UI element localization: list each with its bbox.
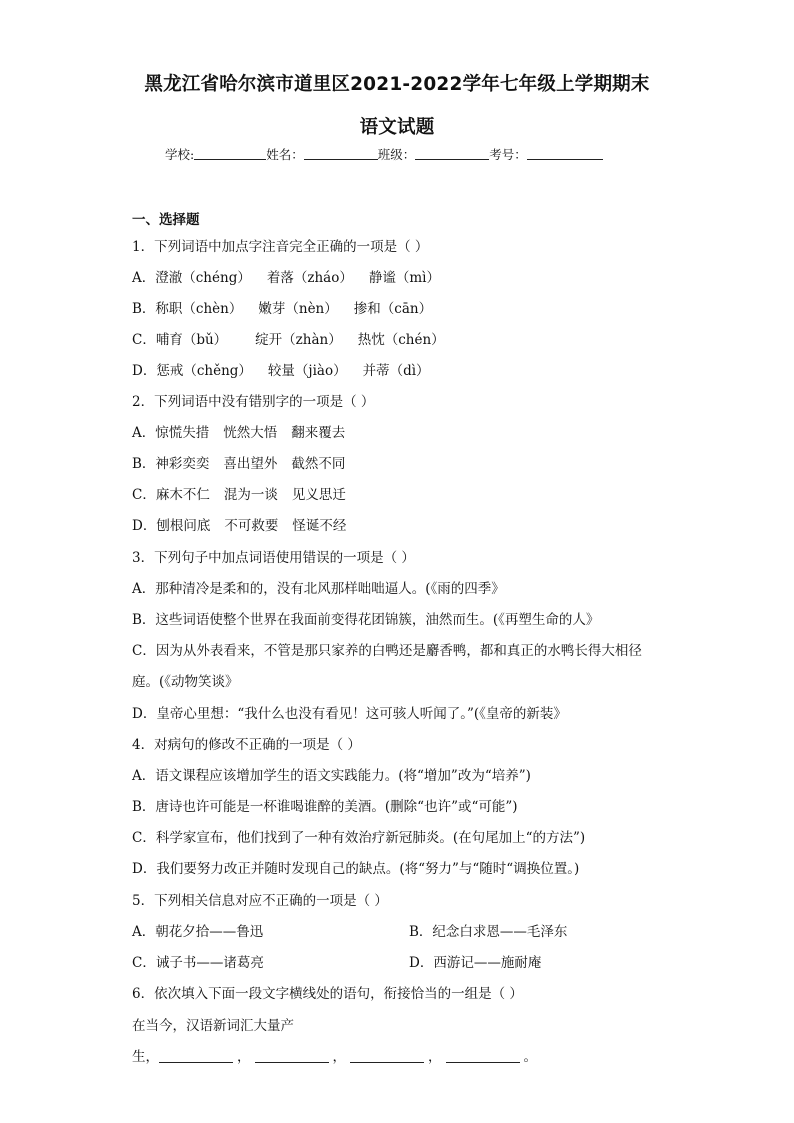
q6-stem: 6．依次填入下面一段文字横线处的语句，衔接恰当的一组是（ ） <box>132 986 523 1002</box>
period: 。 <box>523 1049 537 1065</box>
section-heading: 一、选择题 <box>132 212 200 228</box>
exam-title-line2: 语文试题 <box>359 117 435 138</box>
q4-option-c: C．科学家宣布，他们找到了一种有效治疗新冠肺炎。(在句尾加上“的方法”) <box>132 830 586 846</box>
q1-option-b <box>132 297 432 317</box>
option-text: A．澄澈（chéng） <box>132 270 251 286</box>
option-text: 静谧（mì） <box>368 270 440 286</box>
name-label: 姓名： <box>266 147 304 162</box>
option-text: B．神彩奕奕 <box>132 456 210 472</box>
q6-passage-line1: 在当今，汉语新词汇大量产 <box>132 1018 294 1034</box>
student-info-row <box>165 145 603 163</box>
q5-option-d: D．西游记——施耐庵 <box>409 955 542 971</box>
option-text: 绽开（zhàn） <box>255 332 342 348</box>
name-blank[interactable] <box>304 147 378 160</box>
option-text: 嫩芽（nèn） <box>258 301 338 317</box>
option-text: 翻来覆去 <box>291 425 346 441</box>
option-text: 着落（zháo） <box>266 270 353 286</box>
option-text: 混为一谈 <box>223 487 278 503</box>
option-text: 较量（jiào） <box>267 363 347 379</box>
option-text: 怪诞不经 <box>292 518 347 534</box>
q2-stem: 2．下列词语中没有错别字的一项是（ ） <box>132 394 375 410</box>
fill-blank-2[interactable] <box>255 1049 329 1063</box>
q2-option-d <box>132 514 346 534</box>
option-text: C．麻木不仁 <box>132 487 210 503</box>
comma: ， <box>332 1049 346 1065</box>
option-text: B．称职（chèn） <box>132 301 243 317</box>
option-text: 掺和（cān） <box>353 301 433 317</box>
option-text: 不可救要 <box>224 518 279 534</box>
q5-option-b: B．纪念白求恩——毛泽东 <box>409 924 568 940</box>
comma: ， <box>428 1049 442 1065</box>
q1-option-d <box>132 359 430 379</box>
option-text: D．刨根问底 <box>132 518 211 534</box>
q4-option-b: B．唐诗也许可能是一杯谁喝谁醉的美酒。(删除“也许”或“可能”) <box>132 799 518 815</box>
option-text: 热忱（chén） <box>357 332 445 348</box>
q1-option-a <box>132 266 440 286</box>
q2-option-c <box>132 483 346 503</box>
fill-blank-1[interactable] <box>159 1049 233 1063</box>
q6-passage-line2 <box>132 1045 537 1065</box>
q3-stem: 3．下列句子中加点词语使用错误的一项是（ ） <box>132 550 415 566</box>
option-text: 见义思迁 <box>291 487 346 503</box>
option-text: 喜出望外 <box>223 456 278 472</box>
school-label: 学校: <box>165 147 195 162</box>
q2-option-a <box>132 421 345 441</box>
q3-option-c: C．因为从外表看来，不管是那只家养的白鸭还是麝香鸭，都和真正的水鸭长得大相径 <box>132 643 642 659</box>
q3-option-a: A．那种清冷是柔和的，没有北风那样咄咄逼人。(《雨的四季》 <box>132 581 505 597</box>
option-text: A．惊慌失措 <box>132 425 210 441</box>
school-blank[interactable] <box>194 147 266 160</box>
class-label: 班级： <box>377 147 416 162</box>
q4-option-d: D．我们要努力改正并随时发现自己的缺点。(将“努力”与“随时“调换位置。) <box>132 861 580 877</box>
option-text: C．哺育（bǔ） <box>132 332 228 348</box>
option-text: 并蒂（dì） <box>362 363 430 379</box>
passage-text: 生， <box>132 1049 159 1065</box>
examno-blank[interactable] <box>527 147 603 160</box>
q2-option-b <box>132 452 345 472</box>
class-blank[interactable] <box>415 147 489 160</box>
q5-stem: 5．下列相关信息对应不正确的一项是（ ） <box>132 893 388 909</box>
q3-option-d: D．皇帝心里想：“我什么也没有看见！这可骇人听闻了。”(《皇帝的新装》 <box>132 706 567 722</box>
q5-option-c: C．诫子书——诸葛亮 <box>132 955 264 971</box>
q4-stem: 4．对病句的修改不正确的一项是（ ） <box>132 737 361 753</box>
fill-blank-4[interactable] <box>446 1049 520 1063</box>
fill-blank-3[interactable] <box>350 1049 424 1063</box>
comma: ， <box>237 1049 251 1065</box>
q3-option-c-cont: 庭。(《动物笑谈》 <box>132 674 239 690</box>
q1-stem: 1．下列词语中加点字注音完全正确的一项是（ ） <box>132 239 429 255</box>
q4-option-a: A．语文课程应该增加学生的语文实践能力。(将“增加”改为“培养”) <box>132 768 531 784</box>
option-text: D．惩戒（chěng） <box>132 363 252 379</box>
q1-option-c <box>132 328 445 348</box>
q3-option-b: B．这些词语使整个世界在我面前变得花团锦簇，油然而生。(《再塑生命的人》 <box>132 612 600 628</box>
option-text: 截然不同 <box>291 456 346 472</box>
q5-option-a: A．朝花夕拾——鲁迅 <box>132 924 264 940</box>
exam-title-line1: 黑龙江省哈尔滨市道里区2021-2022学年七年级上学期期末 <box>144 74 650 95</box>
examno-label: 考号： <box>489 147 527 162</box>
option-text: 恍然大悟 <box>223 425 278 441</box>
